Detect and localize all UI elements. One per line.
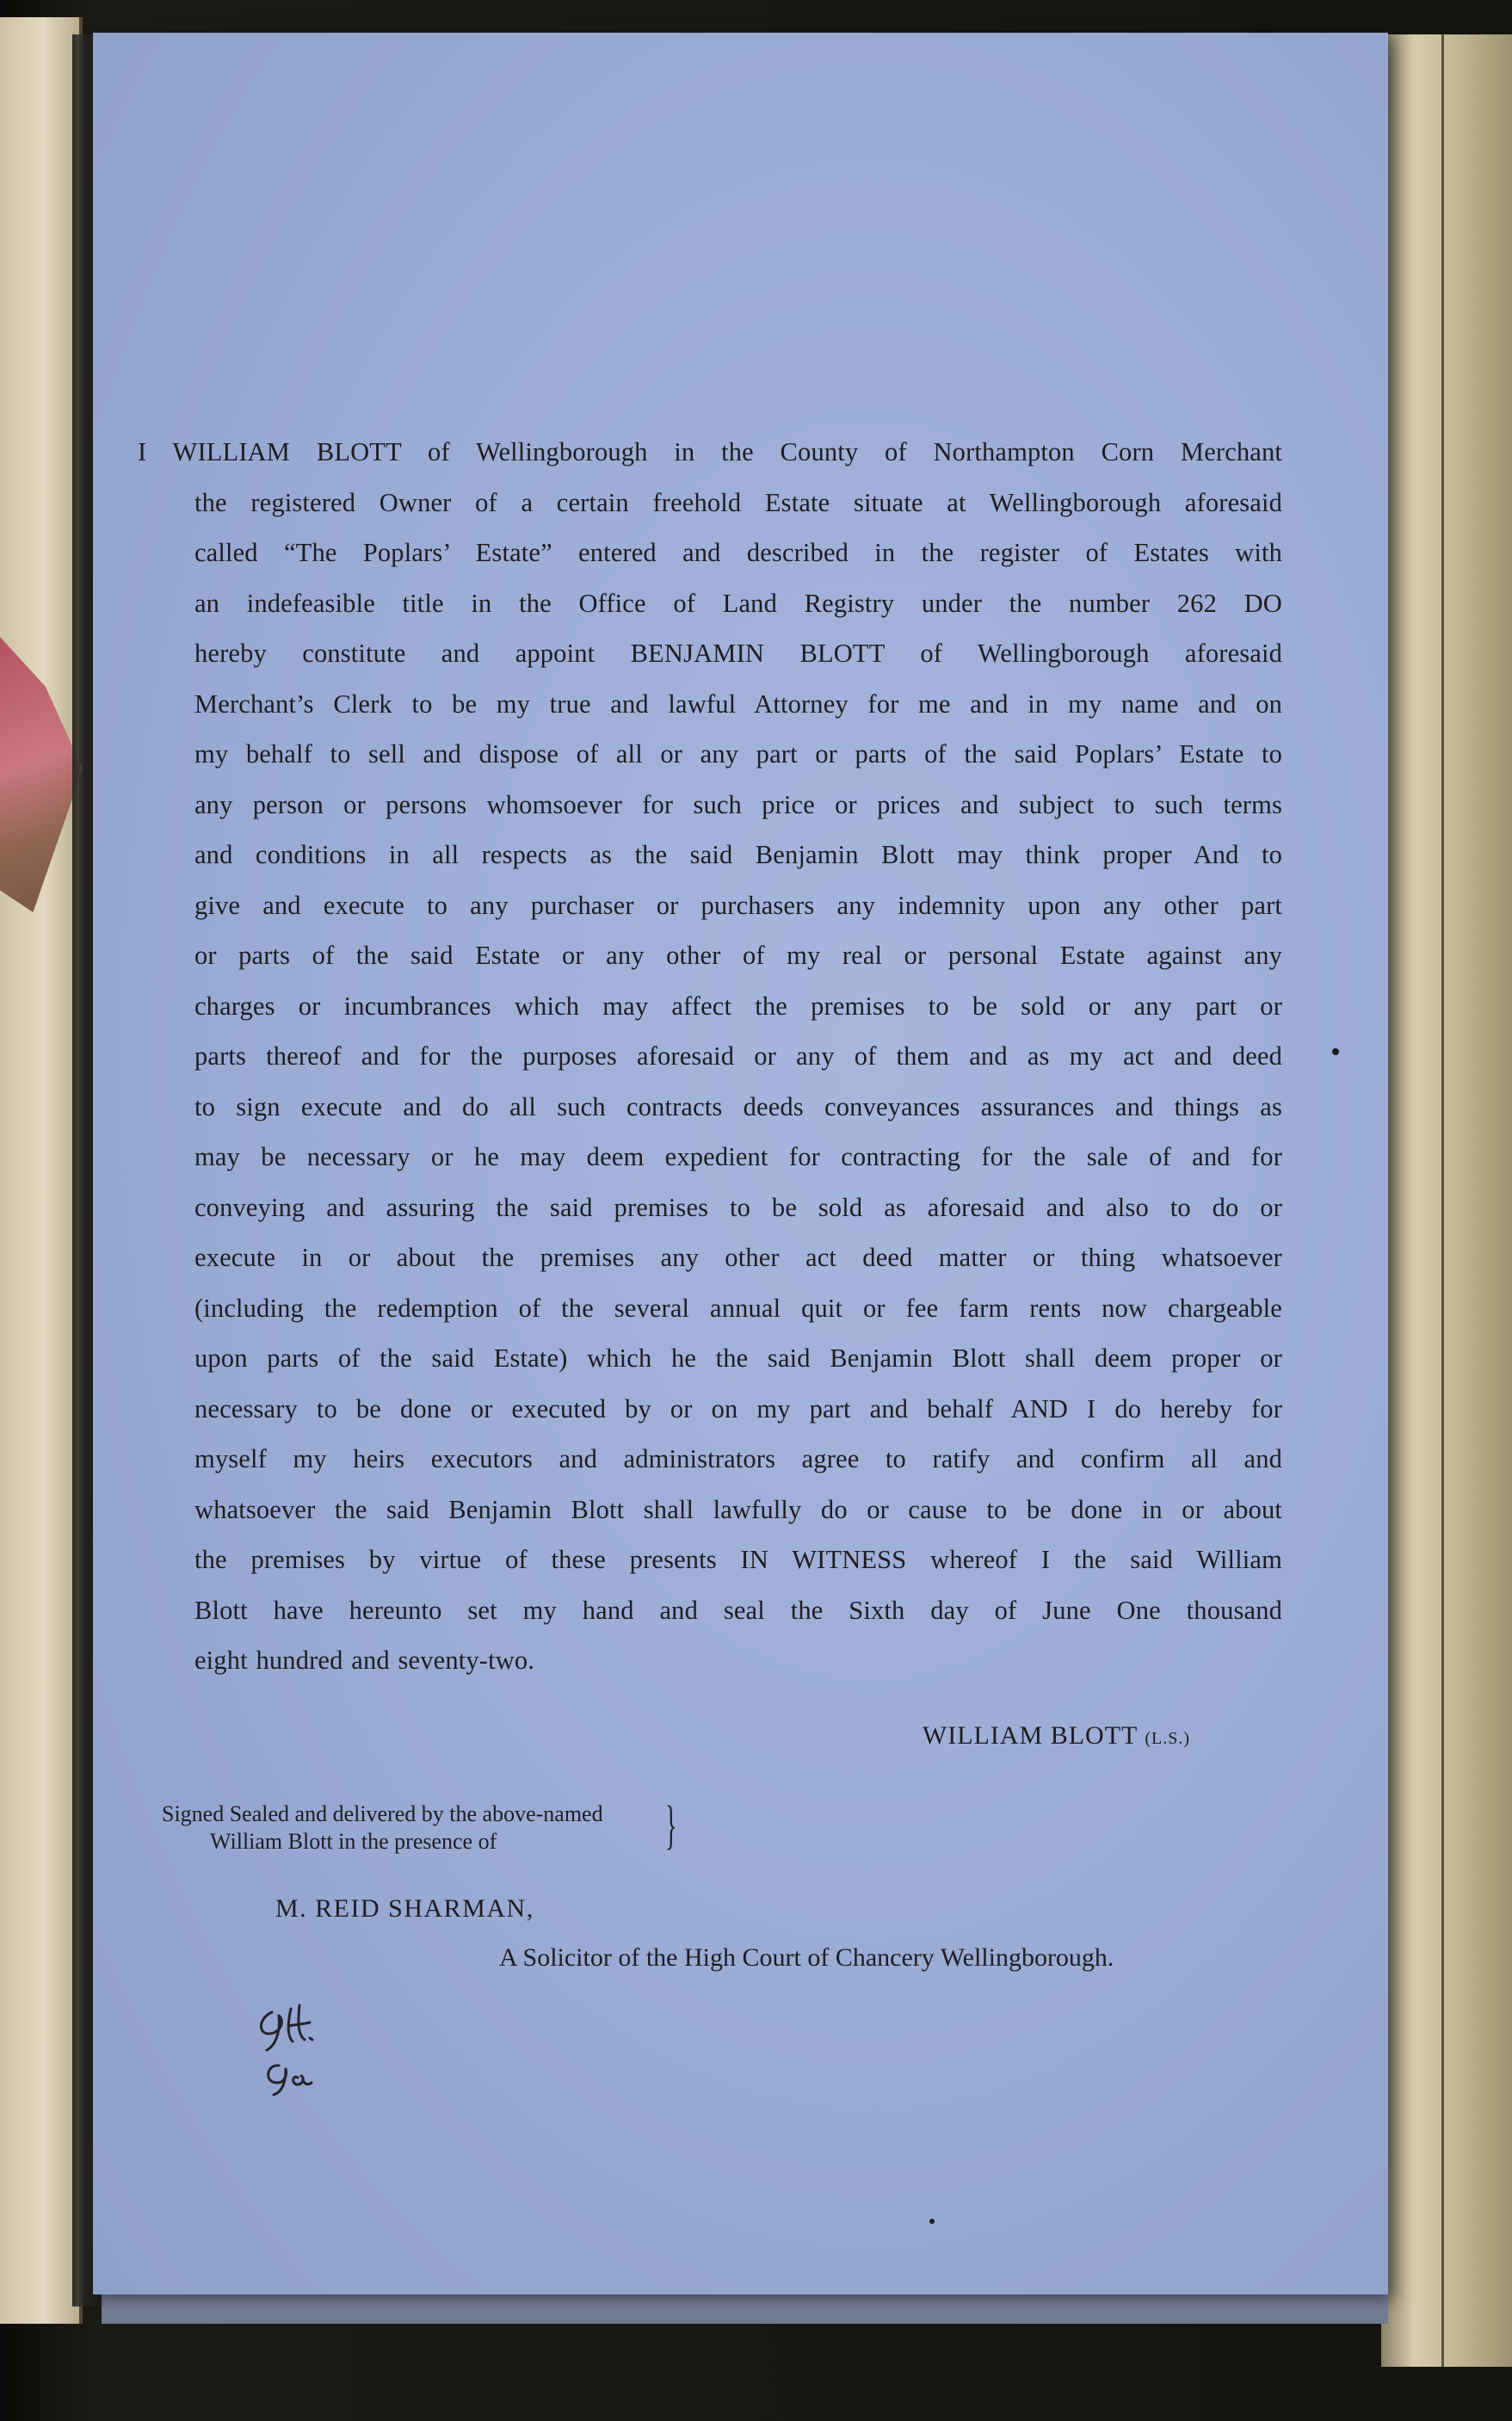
deed-line: and conditions in all respects as the said Benjamin Blott may think proper And to: [194, 840, 1282, 869]
deed-line: charges or incumbrances which may affect the premises to be sold or any part or: [194, 991, 1282, 1021]
deed-line: Blott have hereunto set my hand and seal the Sixth day of June One thousand: [194, 1595, 1282, 1625]
deed-line: to sign execute and do all such contracts deeds conveyances assurances and things as: [194, 1091, 1282, 1121]
deed-sheet: [93, 33, 1388, 2294]
deed-line: I WILLIAM BLOTT of Wellingborough in the County of Northampton Corn Merchant: [138, 437, 1282, 466]
deed-line: the premises by virtue of these presents IN WITNESS whereof I the said William: [194, 1545, 1282, 1574]
attestation-line: Signed Sealed and delivered by the above-named: [162, 1801, 603, 1826]
attestation-line: William Blott in the presence of: [210, 1829, 497, 1854]
deed-line: may be necessary or he may deem expedient for contracting for the sale of and for: [194, 1142, 1282, 1171]
deed-line: myself my heirs executors and administrators agree to ratify and confirm all and: [194, 1444, 1282, 1473]
witness-name: M. REID SHARMAN,: [275, 1894, 534, 1923]
witness-title: A Solicitor of the High Court of Chancery Wellingborough.: [499, 1943, 1114, 1972]
deed-line: parts thereof and for the purposes aforesaid or any of them and as my act and deed: [194, 1041, 1282, 1071]
seal-mark: (L.S.): [1145, 1729, 1190, 1748]
deed-line: necessary to be done or executed by or on my part and behalf AND I do hereby for: [194, 1393, 1282, 1424]
signature-block: [93, 1721, 1190, 1751]
attestation-brace: }: [665, 1796, 677, 1855]
deed-line: Merchant’s Clerk to be my true and lawful Attorney for me and in my name and on: [194, 689, 1282, 719]
handwritten-initials: [248, 1993, 351, 2097]
attestation-clause: [162, 1800, 603, 1856]
deed-body: [138, 427, 1282, 1686]
deed-line: conveying and assuring the said premises to be sold as aforesaid and also to do or: [194, 1192, 1282, 1222]
deed-line: called “The Poplars’ Estate” entered and described in the register of Estates with: [194, 538, 1282, 567]
deed-line: give and execute to any purchaser or purchasers any indemnity upon any other part: [194, 890, 1282, 920]
deed-line: any person or persons whomsoever for such price or prices and subject to such terms: [194, 789, 1282, 819]
right-page-stack: [1381, 34, 1512, 2367]
deed-line: (including the redemption of the several annual quit or fee farm rents now chargeable: [194, 1293, 1282, 1323]
deed-line: eight hundred and seventy-two.: [194, 1646, 535, 1675]
deed-line: upon parts of the said Estate) which he the said Benjamin Blott shall deem proper or: [194, 1343, 1282, 1373]
deed-line: execute in or about the premises any other act deed matter or thing whatsoever: [194, 1243, 1282, 1272]
ink-dot: [1332, 1048, 1339, 1055]
deed-line: or parts of the said Estate or any other of my real or personal Estate against any: [194, 941, 1282, 970]
deed-line: whatsoever the said Benjamin Blott shall lawfully do or cause to be done in or about: [194, 1494, 1282, 1524]
left-page-edge: [0, 17, 83, 2324]
deed-line: an indefeasible title in the Office of Land Registry under the number 262 DO: [194, 588, 1282, 618]
deed-line: the registered Owner of a certain freehold Estate situate at Wellingborough aforesaid: [194, 487, 1282, 517]
deed-line: my behalf to sell and dispose of all or any part or parts of the said Poplars’ Estate to: [194, 739, 1282, 769]
deed-line: hereby constitute and appoint BENJAMIN BLOTT of Wellingborough aforesaid: [194, 639, 1282, 668]
signature-name: WILLIAM BLOTT: [922, 1721, 1138, 1750]
ink-dot: [929, 2219, 935, 2224]
